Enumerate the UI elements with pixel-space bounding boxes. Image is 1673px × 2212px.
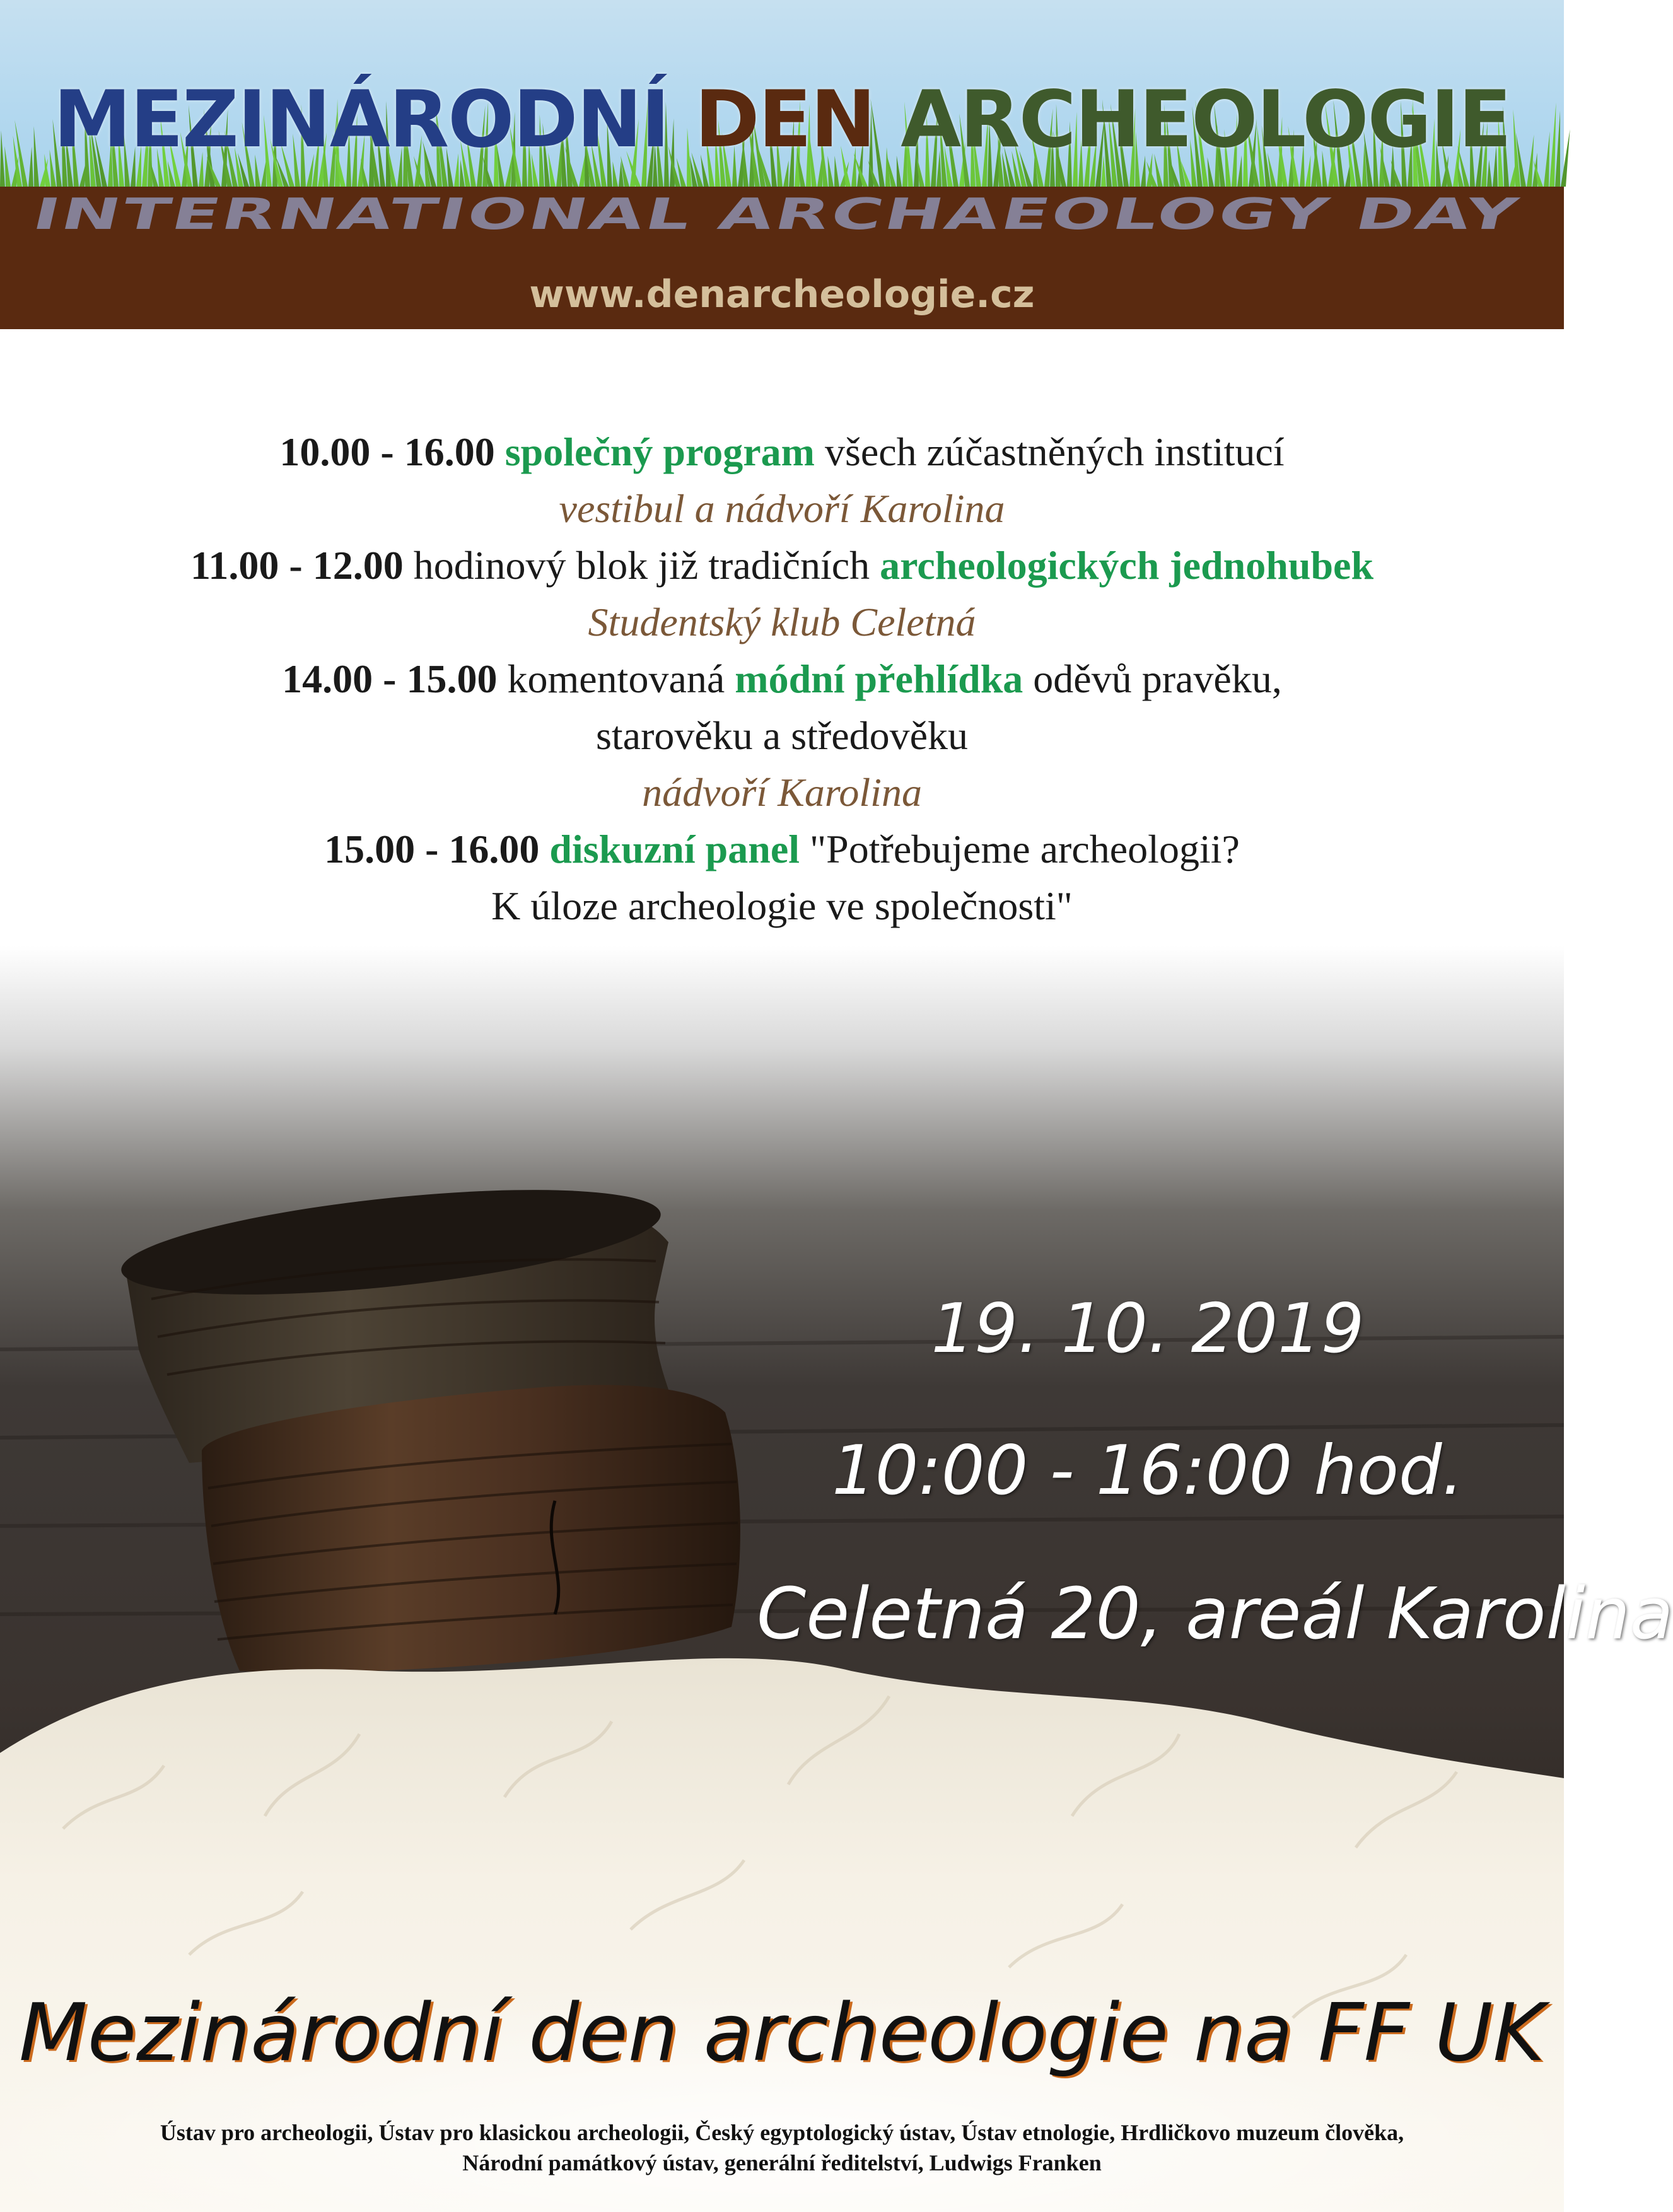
- program-item-2: [0, 537, 1564, 594]
- program-item-1: [0, 424, 1564, 480]
- program-text: komentovaná: [507, 656, 725, 701]
- event-hours: 10:00 - 16:00 hod.: [832, 1431, 1464, 1510]
- program-item-3: [0, 651, 1564, 707]
- program-schedule: [0, 424, 1564, 991]
- program-highlight: módní přehlídka: [735, 656, 1023, 701]
- organizers-footer: [0, 2117, 1564, 2178]
- title-part-den: DEN: [694, 74, 875, 165]
- program-time: 11.00 - 12.00: [190, 543, 404, 588]
- program-text: oděvů pravěku,: [1033, 656, 1282, 701]
- program-highlight: společný program: [504, 429, 815, 474]
- program-text: všech zúčastněných institucí: [824, 429, 1285, 474]
- event-place: Celetná 20, areál Karolina: [757, 1573, 1673, 1655]
- program-highlight: archeologických jednohubek: [880, 543, 1374, 588]
- website-link[interactable]: www.denarcheologie.cz: [529, 272, 1035, 317]
- clay-vessel: [117, 1170, 740, 1672]
- program-location: nádvoří Karolina: [642, 770, 922, 815]
- program-text: hodinový blok již tradičních: [413, 543, 870, 588]
- program-text-continued: K úloze archeologie ve společnosti": [491, 883, 1073, 928]
- english-subtitle: INTERNATIONAL ARCHAEOLOGY DAY: [28, 189, 1525, 240]
- organizers-line-1: Ústav pro archeologii, Ústav pro klasickou archeologii, Český egyptologický ústav, Ústav etnologie, Hrdličkovo muzeum člověka,: [160, 2120, 1404, 2145]
- title-part-archeologie: ARCHEOLOGIE: [901, 74, 1511, 165]
- program-time: 14.00 - 15.00: [282, 656, 498, 701]
- event-date: 19. 10. 2019: [931, 1289, 1365, 1368]
- program-time: 10.00 - 16.00: [279, 429, 495, 474]
- bottom-title: Mezinárodní den archeologie na FF UK: [18, 1986, 1546, 2079]
- program-text: "Potřebujeme archeologii?: [810, 827, 1240, 871]
- program-text-continued: starověku a středověku: [595, 713, 969, 758]
- program-highlight: diskuzní panel: [549, 827, 800, 871]
- main-title: [0, 74, 1564, 165]
- program-item-4: [0, 821, 1564, 878]
- program-location: vestibul a nádvoří Karolina: [559, 486, 1005, 531]
- program-time: 15.00 - 16.00: [324, 827, 540, 871]
- program-location: Studentský klub Celetná: [588, 600, 976, 644]
- organizers-line-2: Národní památkový ústav, generální ředitelství, Ludwigs Franken: [462, 2150, 1102, 2175]
- title-part-mezinarodni: MEZINÁRODNÍ: [53, 74, 669, 165]
